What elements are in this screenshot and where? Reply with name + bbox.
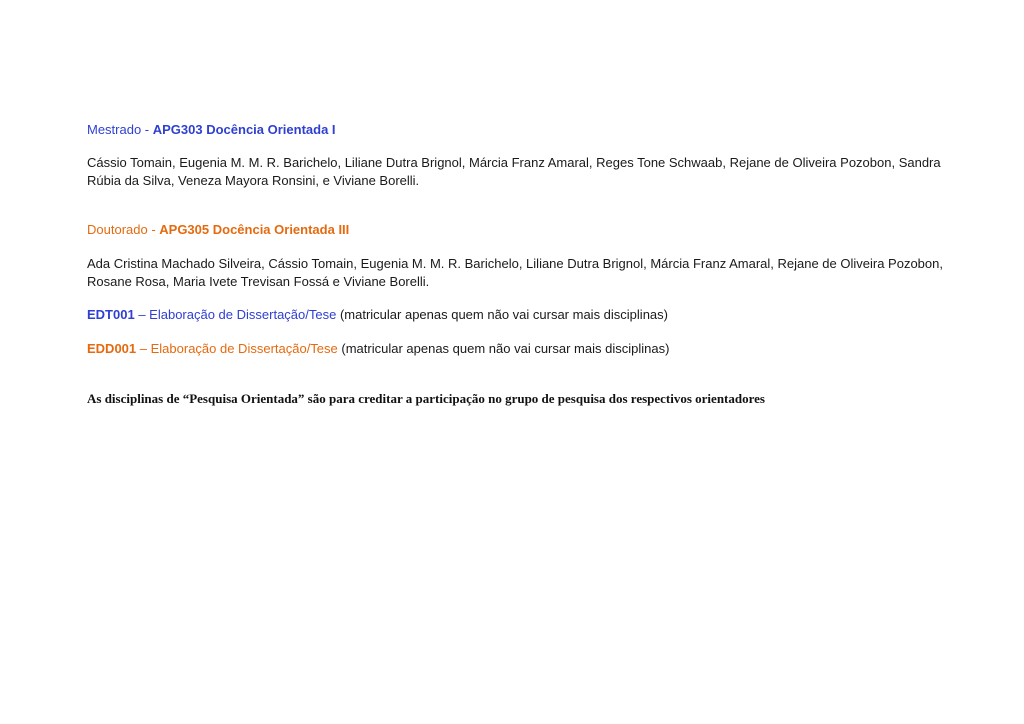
doutorado-heading: [87, 221, 957, 239]
mestrado-names: Cássio Tomain, Eugenia M. M. R. Barichelo, Liliane Dutra Brignol, Márcia Franz Amaral, Reges Tone Schwaab, Rejane de Oliveira Pozobon, Sandra Rúbia da Silva, Veneza Mayora Ronsini, e Viviane Borelli.: [87, 155, 941, 188]
edd001-line: [87, 340, 957, 358]
doutorado-prefix: Doutorado -: [87, 222, 160, 237]
edt001-line: [87, 306, 957, 324]
footer-note: As disciplinas de “Pesquisa Orientada” são para creditar a participação no grupo de pesquisa dos respectivos orientadores: [87, 391, 765, 406]
doutorado-course: APG305 Docência Orientada III: [159, 222, 350, 237]
edt001-code: EDT001: [87, 307, 135, 322]
mestrado-prefix: Mestrado -: [87, 122, 153, 137]
mestrado-heading: [87, 121, 957, 139]
edt001-dash: –: [134, 307, 150, 322]
doutorado-names: Ada Cristina Machado Silveira, Cássio Tomain, Eugenia M. M. R. Barichelo, Liliane Dutra Brignol, Márcia Franz Amaral, Rejane de Oliveira Pozobon, Rosane Rosa, Maria Ivete Trevisan Fossá e Viviane Borelli.: [87, 256, 943, 289]
edd001-title: Elaboração de Dissertação/Tese: [150, 341, 338, 356]
edd001-note: (matricular apenas quem não vai cursar mais disciplinas): [337, 341, 670, 356]
edd001-code: EDD001: [87, 341, 137, 356]
edt001-note: (matricular apenas quem não vai cursar mais disciplinas): [336, 307, 668, 322]
edd001-dash: –: [136, 341, 151, 356]
edt001-title: Elaboração de Dissertação/Tese: [149, 307, 337, 322]
mestrado-course: APG303 Docência Orientada I: [152, 122, 336, 137]
